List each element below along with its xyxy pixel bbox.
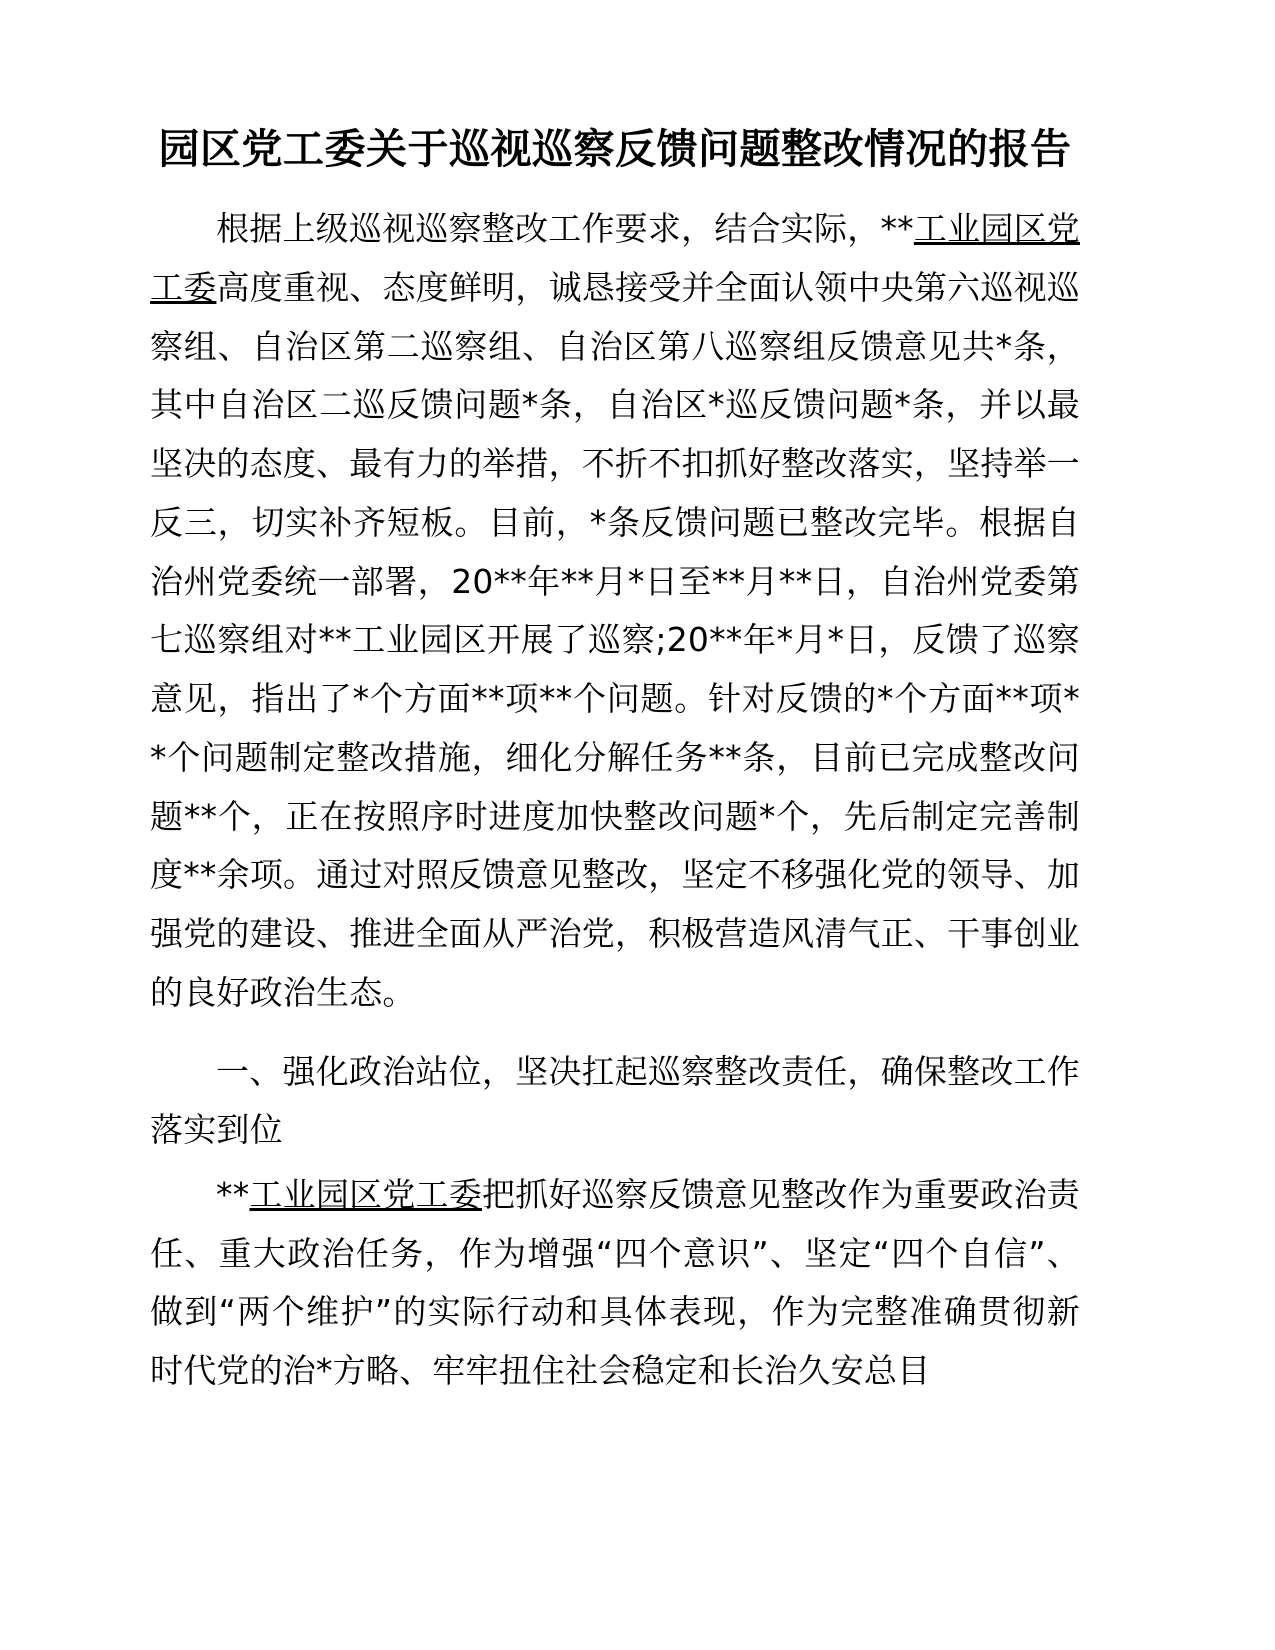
document-body — [150, 200, 1080, 1401]
page-content-area — [150, 120, 1080, 1407]
section-heading — [150, 1043, 1080, 1160]
text-run: 一、强化政治站位，坚决扛起巡察整改责任，确保整改工作落实到位 — [150, 1051, 1080, 1150]
text-run: 高度重视、态度鲜明，诚恳接受并全面认领中央第六巡视巡察组、自治区第二巡察组、自治区第八巡察组反馈意见共*条，其中自治区二巡反馈问题*条，自治区*巡反馈问题*条，并以最坚决的态度、最有力的举措，不折不扣抓好整改落实，坚持举一反三，切实补齐短板。目前，*条反馈问题已整改完毕。根据自治州党委统一部署，20**年**月*日至**月**日，自治州党委第七巡察组对**工业园区开展了巡察;20**年*月*日，反馈了巡察意见，指出了*个方面**项**个问题。针对反馈的*个方面**项**个问题制定整改措施，细化分解任务**条，目前已完成整改问题**个，正在按照序时进度加快整改问题*个，先后制定完善制度**余项。通过对照反馈意见整改，坚定不移强化党的领导、加强党的建设、推进全面从严治党，积极营造风清气正、干事创业的良好政治生态。 — [150, 267, 1080, 1012]
underlined-text-run: 工业园区党工委 — [249, 1174, 482, 1214]
body-paragraph — [150, 200, 1080, 1022]
text-run: 根据上级巡视巡察整改工作要求，结合实际，** — [216, 209, 914, 249]
document-title: 园区党工委关于巡视巡察反馈问题整改情况的报告 — [158, 125, 1072, 173]
underlined-text-run: 工业园区党工委 — [150, 209, 1080, 307]
body-paragraph — [150, 1166, 1080, 1401]
text-run: 把抓好巡察反馈意见整改作为重要政治责任、重大政治任务，作为增强“四个意识”、坚定“四个自信”、做到“两个维护”的实际行动和具体表现，作为完整准确贯彻新时代党的治*方略、牢牢扭住社会稳定和长治久安总目 — [150, 1174, 1080, 1391]
text-run: ** — [216, 1174, 250, 1214]
